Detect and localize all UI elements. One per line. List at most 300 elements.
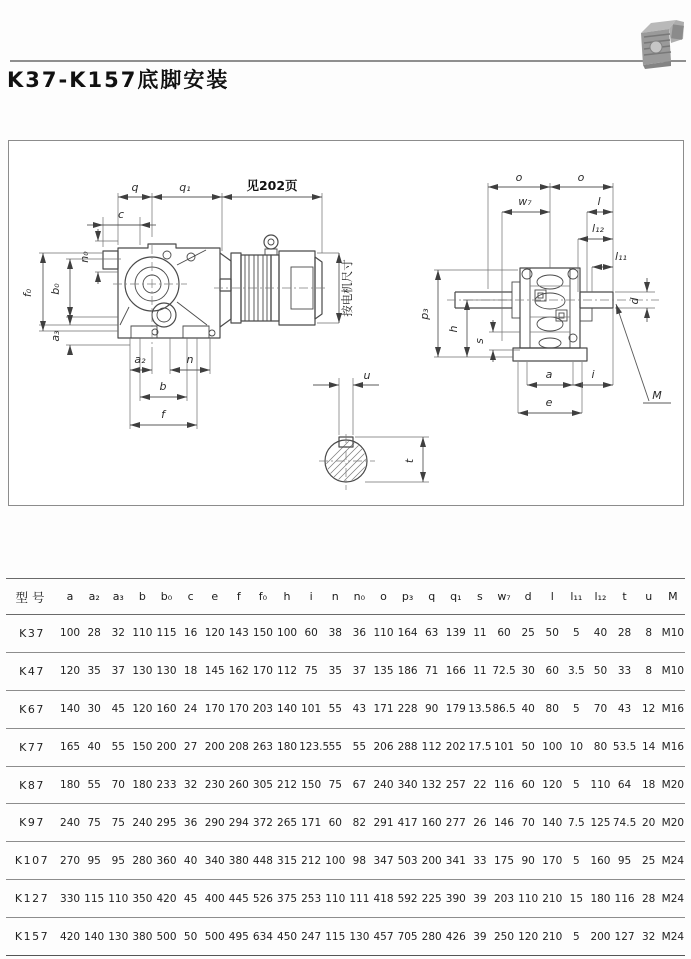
dim-value: 32 — [641, 930, 656, 943]
dim-value: 50 — [521, 741, 535, 754]
row-model: K67 — [19, 702, 45, 716]
dim-value: 202 — [445, 741, 466, 754]
dim-value: 170 — [228, 703, 249, 716]
dim-value: 380 — [132, 930, 153, 943]
dim-value: 263 — [252, 741, 273, 754]
dim-value: 110 — [373, 627, 394, 640]
dim-value: 186 — [397, 665, 418, 678]
dim-value: 130 — [108, 930, 129, 943]
dim-value: 28 — [617, 627, 632, 640]
dim-value: 43 — [617, 703, 632, 716]
dim-value: 146 — [494, 816, 515, 829]
dim-value: M16 — [661, 703, 685, 716]
dim-value: 110 — [108, 892, 129, 905]
dim-value: 50 — [183, 930, 198, 943]
dim-label-o-left: o — [515, 171, 523, 184]
dim-value: 130 — [349, 930, 370, 943]
table-header-row — [6, 579, 685, 615]
dim-value: 225 — [421, 892, 442, 905]
dim-value: 101 — [494, 741, 515, 754]
dim-value: 120 — [60, 665, 81, 678]
dim-value: 60 — [497, 627, 511, 640]
dim-value: 18 — [641, 779, 656, 791]
dim-value: 60 — [545, 665, 559, 678]
dim-value: 100 — [542, 741, 563, 754]
table-row — [6, 880, 685, 918]
see-page-note: 见202页 — [246, 178, 298, 193]
dim-value: 165 — [60, 741, 81, 754]
shaft-section — [299, 369, 429, 491]
dim-value: 592 — [397, 892, 418, 905]
dim-value: 50 — [545, 627, 559, 640]
dim-value: 55 — [352, 741, 367, 754]
dim-value: 294 — [228, 816, 249, 829]
dim-value: 95 — [111, 854, 125, 867]
dim-value: 203 — [252, 703, 273, 716]
dim-value: 208 — [228, 741, 249, 754]
dim-value: 60 — [521, 779, 535, 791]
dim-label-w7: w₇ — [518, 195, 532, 208]
dim-label-q: q — [131, 181, 139, 194]
dim-value: 150 — [252, 627, 273, 640]
col-header: d — [524, 590, 532, 603]
dim-label-a3: a₃ — [49, 330, 62, 342]
dim-label-h: h — [447, 325, 460, 333]
table-body — [6, 615, 685, 956]
dim-value: 240 — [132, 816, 153, 829]
dim-value: 120 — [542, 779, 563, 791]
col-header: t — [622, 590, 627, 603]
row-model: K77 — [19, 740, 45, 754]
dim-value: 70 — [111, 779, 125, 791]
dim-value: 14 — [641, 741, 656, 754]
dim-label-i: i — [591, 368, 595, 381]
dim-value: 116 — [494, 779, 515, 791]
dim-value: 95 — [617, 854, 632, 867]
dim-value: 291 — [373, 816, 394, 829]
dim-value: 426 — [445, 930, 466, 943]
row-model: K87 — [19, 778, 45, 792]
dim-label-u: u — [363, 369, 371, 382]
dim-value: 495 — [228, 930, 249, 943]
dim-value: 390 — [445, 892, 466, 905]
dim-value: 33 — [617, 665, 632, 678]
dim-value: 212 — [277, 779, 298, 791]
drawing-box — [8, 140, 684, 506]
dim-value: 82 — [352, 816, 367, 829]
dim-value: 170 — [542, 854, 563, 867]
dim-value: 210 — [542, 930, 563, 943]
dim-value: 143 — [228, 627, 249, 640]
dim-value: 45 — [111, 703, 125, 716]
dim-value: 100 — [277, 627, 298, 640]
col-header: a — [66, 590, 74, 603]
dim-value: 360 — [156, 854, 177, 867]
dim-value: 150 — [132, 741, 153, 754]
table-row — [6, 842, 685, 880]
dim-value: 450 — [277, 930, 298, 943]
dim-value: 170 — [252, 665, 273, 678]
dim-value: 170 — [204, 703, 225, 716]
dim-value: 400 — [204, 892, 225, 905]
dim-value: M20 — [661, 779, 685, 791]
dim-value: 305 — [252, 779, 273, 791]
row-model: K127 — [14, 892, 50, 906]
dim-value: 120 — [204, 627, 225, 640]
dim-value: 43 — [352, 703, 367, 716]
dim-value: M20 — [661, 816, 685, 829]
dim-value: 5 — [573, 627, 580, 640]
dim-value: 315 — [277, 854, 298, 867]
dim-value: 200 — [590, 930, 611, 943]
col-header: o — [380, 590, 387, 603]
col-header-model: 型号 — [15, 589, 49, 605]
dim-value: 55 — [328, 703, 342, 716]
dim-value: 90 — [521, 854, 535, 867]
dim-value: 233 — [156, 779, 177, 791]
table-row — [6, 804, 685, 842]
col-header: h — [283, 590, 291, 603]
dim-value: 10 — [569, 741, 584, 754]
col-header: s — [477, 590, 483, 603]
dim-value: 11 — [473, 627, 487, 640]
dim-value: 130 — [156, 665, 177, 678]
dim-value: 350 — [132, 892, 153, 905]
dim-value: M10 — [661, 627, 685, 640]
dim-value: 150 — [301, 779, 322, 791]
dim-value: 80 — [593, 741, 608, 754]
dim-value: 36 — [183, 816, 198, 829]
page-title: K37-K157底脚安装 — [7, 68, 230, 92]
dim-label-n0: n₀ — [78, 251, 91, 263]
dim-value: 60 — [304, 627, 318, 640]
dim-value: 37 — [111, 665, 125, 678]
dim-value: 60 — [328, 816, 342, 829]
dim-value: 160 — [421, 816, 442, 829]
dim-value: 26 — [473, 816, 487, 829]
dim-value: 75 — [304, 665, 318, 678]
col-header: f — [236, 590, 241, 603]
dim-value: 28 — [87, 627, 101, 640]
dim-value: 171 — [373, 703, 394, 716]
dim-value: 120 — [132, 703, 153, 716]
dim-value: 420 — [156, 892, 177, 905]
table-row — [6, 918, 685, 956]
dim-value: M16 — [661, 741, 685, 754]
dim-value: 72.5 — [492, 665, 516, 678]
dim-value: 240 — [373, 779, 394, 791]
dim-value: 13.5 — [468, 703, 492, 716]
dim-value: 705 — [397, 930, 418, 943]
dim-value: 180 — [590, 892, 611, 905]
dim-value: 127 — [614, 930, 635, 943]
dim-label-f: f — [161, 408, 165, 421]
dim-value: 39 — [473, 892, 487, 905]
dim-value: 418 — [373, 892, 394, 905]
col-header: i — [309, 590, 313, 603]
dim-value: 20 — [641, 816, 656, 829]
dim-value: 140 — [60, 703, 81, 716]
dim-value: 40 — [521, 703, 535, 716]
dim-value: 240 — [60, 816, 81, 829]
dim-value: 110 — [325, 892, 346, 905]
dim-value: 145 — [204, 665, 225, 678]
dim-value: 100 — [325, 854, 346, 867]
dim-value: 5 — [573, 779, 580, 791]
dim-value: 115 — [325, 930, 346, 943]
dim-value: 135 — [373, 665, 394, 678]
col-header: M — [668, 590, 678, 603]
dim-value: 140 — [542, 816, 563, 829]
dim-value: 5 — [573, 930, 580, 943]
dim-value: 457 — [373, 930, 394, 943]
dim-value: 115 — [84, 892, 105, 905]
table-row — [6, 728, 685, 766]
dim-value: 39 — [473, 930, 487, 943]
dim-label-a2: a₂ — [134, 353, 146, 366]
dim-value: 277 — [445, 816, 466, 829]
dim-value: 288 — [397, 741, 418, 754]
dim-value: 28 — [641, 892, 656, 905]
dim-value: 330 — [60, 892, 81, 905]
dim-value: 290 — [204, 816, 225, 829]
dim-value: 32 — [183, 779, 198, 791]
dim-value: 180 — [277, 741, 298, 754]
col-header: a₃ — [112, 590, 124, 603]
dim-label-s: s — [473, 338, 486, 344]
dim-value: M24 — [661, 854, 685, 867]
dim-value: 55 — [328, 741, 342, 754]
table-row — [6, 690, 685, 728]
dim-value: 3.5 — [568, 665, 585, 678]
dim-value: 64 — [617, 779, 632, 791]
dimension-table — [6, 578, 685, 956]
dim-value: 166 — [445, 665, 466, 678]
col-header: w₇ — [497, 590, 511, 603]
dim-value: 180 — [60, 779, 81, 791]
dim-value: 70 — [593, 703, 608, 716]
dim-value: 80 — [545, 703, 559, 716]
dim-value: 33 — [473, 854, 487, 867]
dim-value: 125 — [590, 816, 611, 829]
dim-value: 12 — [641, 703, 656, 716]
dim-value: 27 — [183, 741, 198, 754]
dim-value: 340 — [204, 854, 225, 867]
dim-label-l: l — [597, 195, 601, 208]
dim-value: 230 — [204, 779, 225, 791]
dim-value: 123.5 — [299, 741, 330, 754]
col-header: c — [187, 590, 194, 603]
dim-value: 71 — [425, 665, 439, 678]
dim-value: 445 — [228, 892, 249, 905]
dim-value: 120 — [518, 930, 539, 943]
dim-value: 70 — [521, 816, 535, 829]
dim-value: 171 — [301, 816, 322, 829]
dim-value: 260 — [228, 779, 249, 791]
dim-value: 90 — [425, 703, 439, 716]
dim-value: 111 — [349, 892, 370, 905]
dim-value: 139 — [445, 627, 466, 640]
dim-value: 22 — [473, 779, 487, 791]
dim-label-o-right: o — [577, 171, 585, 184]
dim-value: 86.5 — [492, 703, 516, 716]
dim-value: 38 — [328, 627, 342, 640]
dim-value: 448 — [252, 854, 273, 867]
dim-value: 180 — [132, 779, 153, 791]
dim-value: 110 — [132, 627, 153, 640]
dim-value: 25 — [521, 627, 535, 640]
dim-value: 140 — [84, 930, 105, 943]
dim-value: 347 — [373, 854, 394, 867]
dim-value: 247 — [301, 930, 322, 943]
dim-label-d: d — [628, 297, 641, 305]
dim-value: 16 — [183, 627, 198, 640]
table-row — [6, 766, 685, 804]
dim-value: 24 — [183, 703, 198, 716]
dim-value: 67 — [352, 779, 367, 791]
gearmotor-photo — [636, 13, 686, 71]
dim-value: 295 — [156, 816, 177, 829]
dim-value: 228 — [397, 703, 418, 716]
dim-value: 375 — [277, 892, 298, 905]
col-header: n₀ — [353, 590, 366, 603]
col-header: l₁₂ — [594, 590, 607, 603]
front-view — [21, 178, 354, 429]
dim-value: 270 — [60, 854, 81, 867]
dim-label-p3: p₃ — [418, 308, 431, 320]
dim-value: 634 — [252, 930, 273, 943]
dimension-drawing — [9, 141, 683, 505]
dim-value: 341 — [445, 854, 466, 867]
dim-value: 40 — [87, 741, 101, 754]
dim-value: 500 — [204, 930, 225, 943]
dim-value: 18 — [183, 665, 198, 678]
col-header: q₁ — [450, 590, 462, 603]
dim-value: 53.5 — [612, 741, 637, 754]
dim-value: 7.5 — [568, 816, 585, 829]
dim-value: M24 — [661, 892, 685, 905]
dim-value: 110 — [590, 779, 611, 791]
dim-value: 212 — [301, 854, 322, 867]
dim-value: 500 — [156, 930, 177, 943]
dim-value: 50 — [593, 665, 608, 678]
dim-value: 140 — [277, 703, 298, 716]
dim-value: 112 — [277, 665, 298, 678]
dim-value: 132 — [421, 779, 442, 791]
dim-value: 203 — [494, 892, 515, 905]
dim-value: 417 — [397, 816, 418, 829]
dim-value: 253 — [301, 892, 322, 905]
dim-value: 25 — [641, 854, 656, 867]
dim-label-q1: q₁ — [179, 181, 191, 194]
dim-label-l11: l₁₁ — [615, 250, 627, 263]
col-header: l₁₁ — [570, 590, 583, 603]
dim-value: 280 — [421, 930, 442, 943]
dim-value: 340 — [397, 779, 418, 791]
header-rule — [10, 60, 686, 62]
dim-value: 63 — [425, 627, 439, 640]
col-header: b₀ — [160, 590, 173, 603]
row-model: K97 — [19, 816, 45, 830]
dim-value: 130 — [132, 665, 153, 678]
dim-value: 5 — [573, 703, 580, 716]
dim-value: 74.5 — [612, 816, 637, 829]
dim-value: 75 — [111, 816, 125, 829]
dim-value: 200 — [204, 741, 225, 754]
dim-label-l12: l₁₂ — [592, 222, 604, 235]
dim-value: 116 — [614, 892, 635, 905]
dim-value: 503 — [397, 854, 418, 867]
dim-value: 17.5 — [468, 741, 492, 754]
dim-value: 75 — [87, 816, 101, 829]
dim-value: 526 — [252, 892, 273, 905]
dim-value: 32 — [111, 627, 125, 640]
dim-value: 162 — [228, 665, 249, 678]
dim-label-t: t — [403, 458, 416, 464]
dim-value: 40 — [593, 627, 608, 640]
dim-value: 98 — [352, 854, 367, 867]
table-row — [6, 652, 685, 690]
col-header: a₂ — [88, 590, 100, 603]
dim-label-b: b — [159, 380, 167, 393]
dim-value: 175 — [494, 854, 515, 867]
col-header: p₃ — [401, 590, 414, 603]
dim-value: 115 — [156, 627, 177, 640]
col-header: b — [138, 590, 146, 603]
dim-value: 5 — [573, 854, 580, 867]
dim-label-e: e — [545, 396, 553, 409]
dim-value: 164 — [397, 627, 418, 640]
table-row — [6, 615, 685, 653]
dim-value: 55 — [87, 779, 101, 791]
dim-value: 15 — [569, 892, 584, 905]
dim-value: 45 — [183, 892, 198, 905]
dim-value: 179 — [445, 703, 466, 716]
dim-value: 11 — [473, 665, 487, 678]
dim-value: 36 — [352, 627, 367, 640]
dim-value: 380 — [228, 854, 249, 867]
dim-value: 280 — [132, 854, 153, 867]
col-header: f₀ — [258, 590, 268, 603]
row-model: K107 — [14, 854, 50, 868]
dim-value: 110 — [518, 892, 539, 905]
dim-value: 30 — [521, 665, 535, 678]
dim-value: M10 — [661, 665, 685, 678]
dim-value: 101 — [301, 703, 322, 716]
dim-label-f0: f₀ — [21, 288, 34, 298]
dim-value: 206 — [373, 741, 394, 754]
dim-value: 95 — [87, 854, 101, 867]
dim-value: 8 — [645, 627, 653, 640]
dim-label-a: a — [545, 368, 553, 381]
dim-value: 160 — [156, 703, 177, 716]
dim-value: 55 — [111, 741, 125, 754]
row-model: K157 — [14, 930, 50, 944]
col-header: n — [331, 590, 339, 603]
dim-value: M24 — [661, 930, 685, 943]
dim-value: 265 — [277, 816, 298, 829]
col-header: e — [211, 590, 219, 603]
col-header: l — [550, 590, 554, 603]
dim-value: 420 — [60, 930, 81, 943]
dim-value: 30 — [87, 703, 101, 716]
row-model: K37 — [19, 626, 45, 640]
dim-value: 100 — [60, 627, 81, 640]
col-header: q — [428, 590, 436, 603]
col-header: u — [645, 590, 653, 603]
dim-label-c: c — [117, 208, 125, 221]
dim-value: 257 — [445, 779, 466, 791]
